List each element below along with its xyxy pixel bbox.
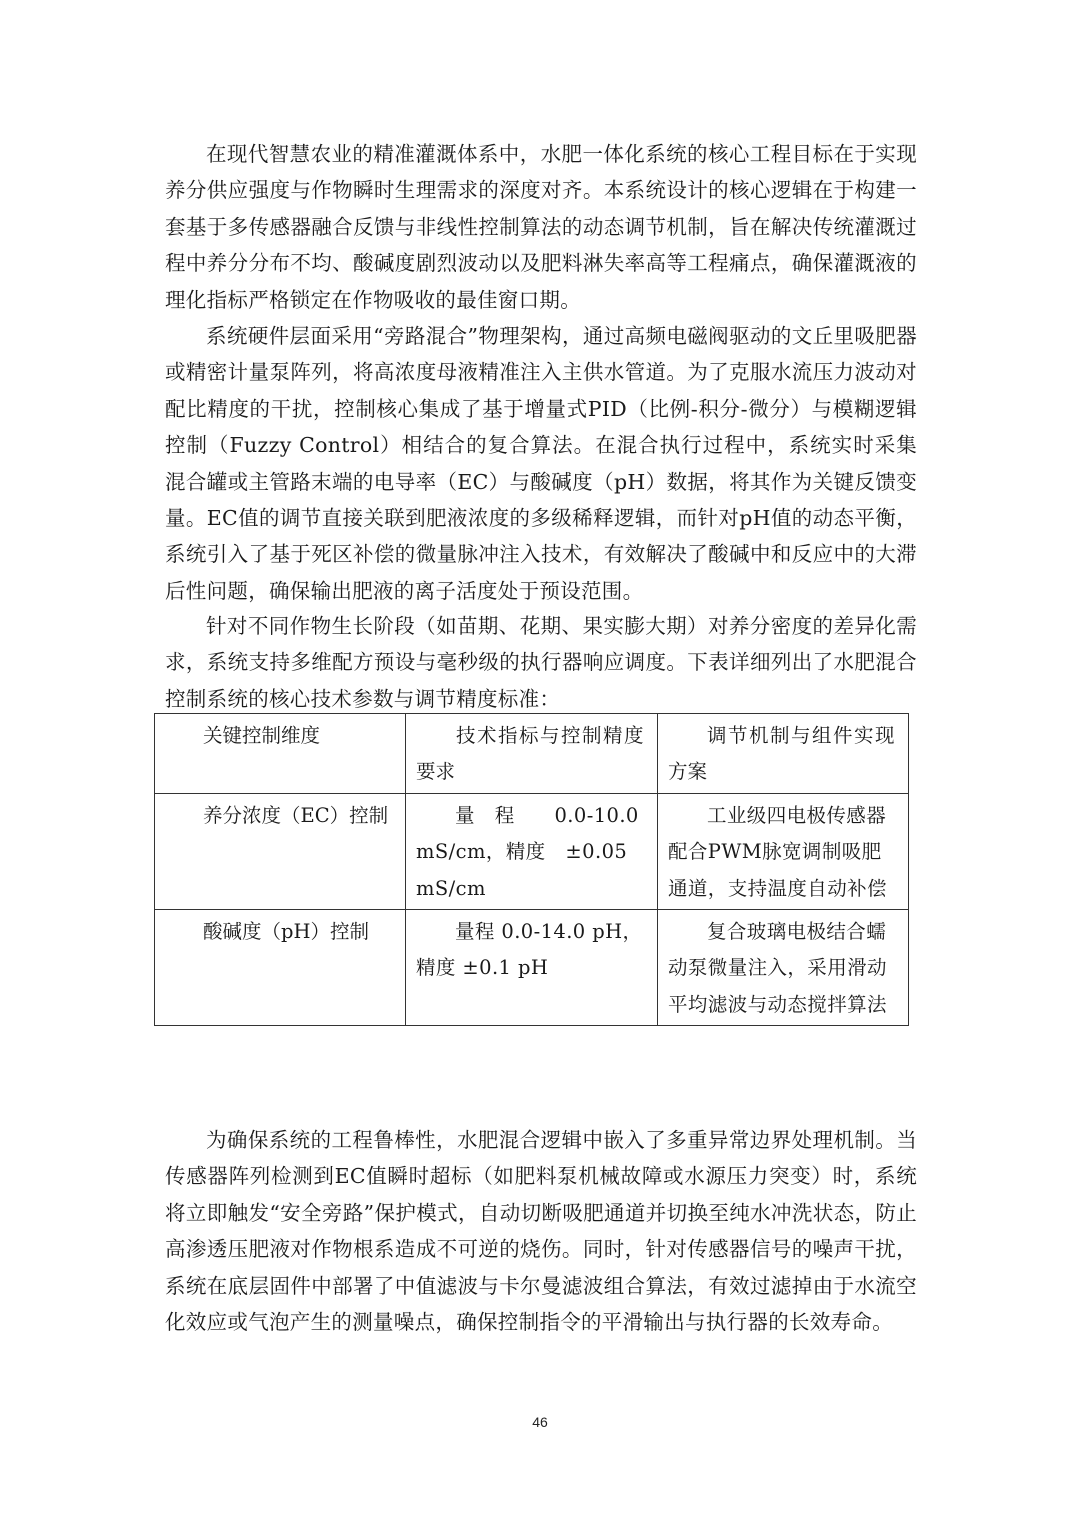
paragraph-intro: 在现代智慧农业的精准灌溉体系中，水肥一体化系统的核心工程目标在于实现养分供应强度与作物瞬时生理需求的深度对齐。本系统设计的核心逻辑在于构建一套基于多传感器融合反馈与非线性控制算法的动态调节机制，旨在解决传统灌溉过程中养分分布不均、酸碱度剧烈波动以及肥料淋失率高等工程痛点，确保灌溉液的理化指标严格锁定在作物吸收的最佳窗口期。 [165,142,917,312]
header-mechanism-line2: 方案 [668,760,708,784]
row-ec-mechanism: 工业级四电极传感器配合PWM脉宽调制吸肥通道，支持温度自动补偿 [658,793,909,909]
header-spec-line2: 要求 [416,760,456,784]
paragraph-table-intro: 针对不同作物生长阶段（如苗期、花期、果实膨大期）对养分密度的差异化需求，系统支持多维配方预设与毫秒级的执行器响应调度。下表详细列出了水肥混合控制系统的核心技术参数与调节精度标准： [165,614,917,711]
row-ph-mechanism: 复合玻璃电极结合蠕动泵微量注入，采用滑动平均滤波与动态搅拌算法 [658,910,909,1026]
header-spec-line1: 技术指标与控制精度 [455,724,645,747]
page-number: 46 [532,1414,548,1430]
parameter-table [154,713,909,1026]
row-ph-dimension: 酸碱度（pH）控制 [155,910,406,1026]
table-header-row [155,714,909,794]
paragraph-robustness: 为确保系统的工程鲁棒性，水肥混合逻辑中嵌入了多重异常边界处理机制。当传感器阵列检测到EC值瞬时超标（如肥料泵机械故障或水源压力突变）时，系统将立即触发“安全旁路”保护模式，自动切断吸肥通道并切换至纯水冲洗状态，防止高渗透压肥液对作物根系造成不可逆的烧伤。同时，针对传感器信号的噪声干扰，系统在底层固件中部署了中值滤波与卡尔曼滤波组合算法，有效过滤掉由于水流空化效应或气泡产生的测量噪点，确保控制指令的平滑输出与执行器的长效寿命。 [165,1128,917,1335]
table-header-mechanism [658,714,909,794]
header-dimension-text: 关键控制维度 [203,724,321,747]
table-row [155,793,909,909]
paragraph-hardware: 系统硬件层面采用“旁路混合”物理架构，通过高频电磁阀驱动的文丘里吸肥器或精密计量泵阵列，将高浓度母液精准注入主供水管道。为了克服水流压力波动对配比精度的干扰，控制核心集成了基于增量式PID（比例-积分-微分）与模糊逻辑控制（Fuzzy Control）相结合的复合算法。在混合执行过程中，系统实时采集混合罐或主管路末端的电导率（EC）与酸碱度（pH）数据，将其作为关键反馈变量。EC值的调节直接关联到肥液浓度的多级稀释逻辑，而针对pH值的动态平衡，系统引入了基于死区补偿的微量脉冲注入技术，有效解决了酸碱中和反应中的大滞后性问题，确保输出肥液的离子活度处于预设范围。 [165,324,917,603]
table-header-dimension [155,714,406,794]
header-mechanism-line1: 调节机制与组件实现 [706,724,896,747]
row-ec-spec: 量 程 0.0-10.0 mS/cm，精度 ±0.05 mS/cm [406,793,658,909]
row-ec-dimension: 养分浓度（EC）控制 [155,793,406,909]
row-ph-spec: 量程 0.0-14.0 pH，精度 ±0.1 pH [406,910,658,1026]
table-row [155,910,909,1026]
table-header-spec [406,714,658,794]
